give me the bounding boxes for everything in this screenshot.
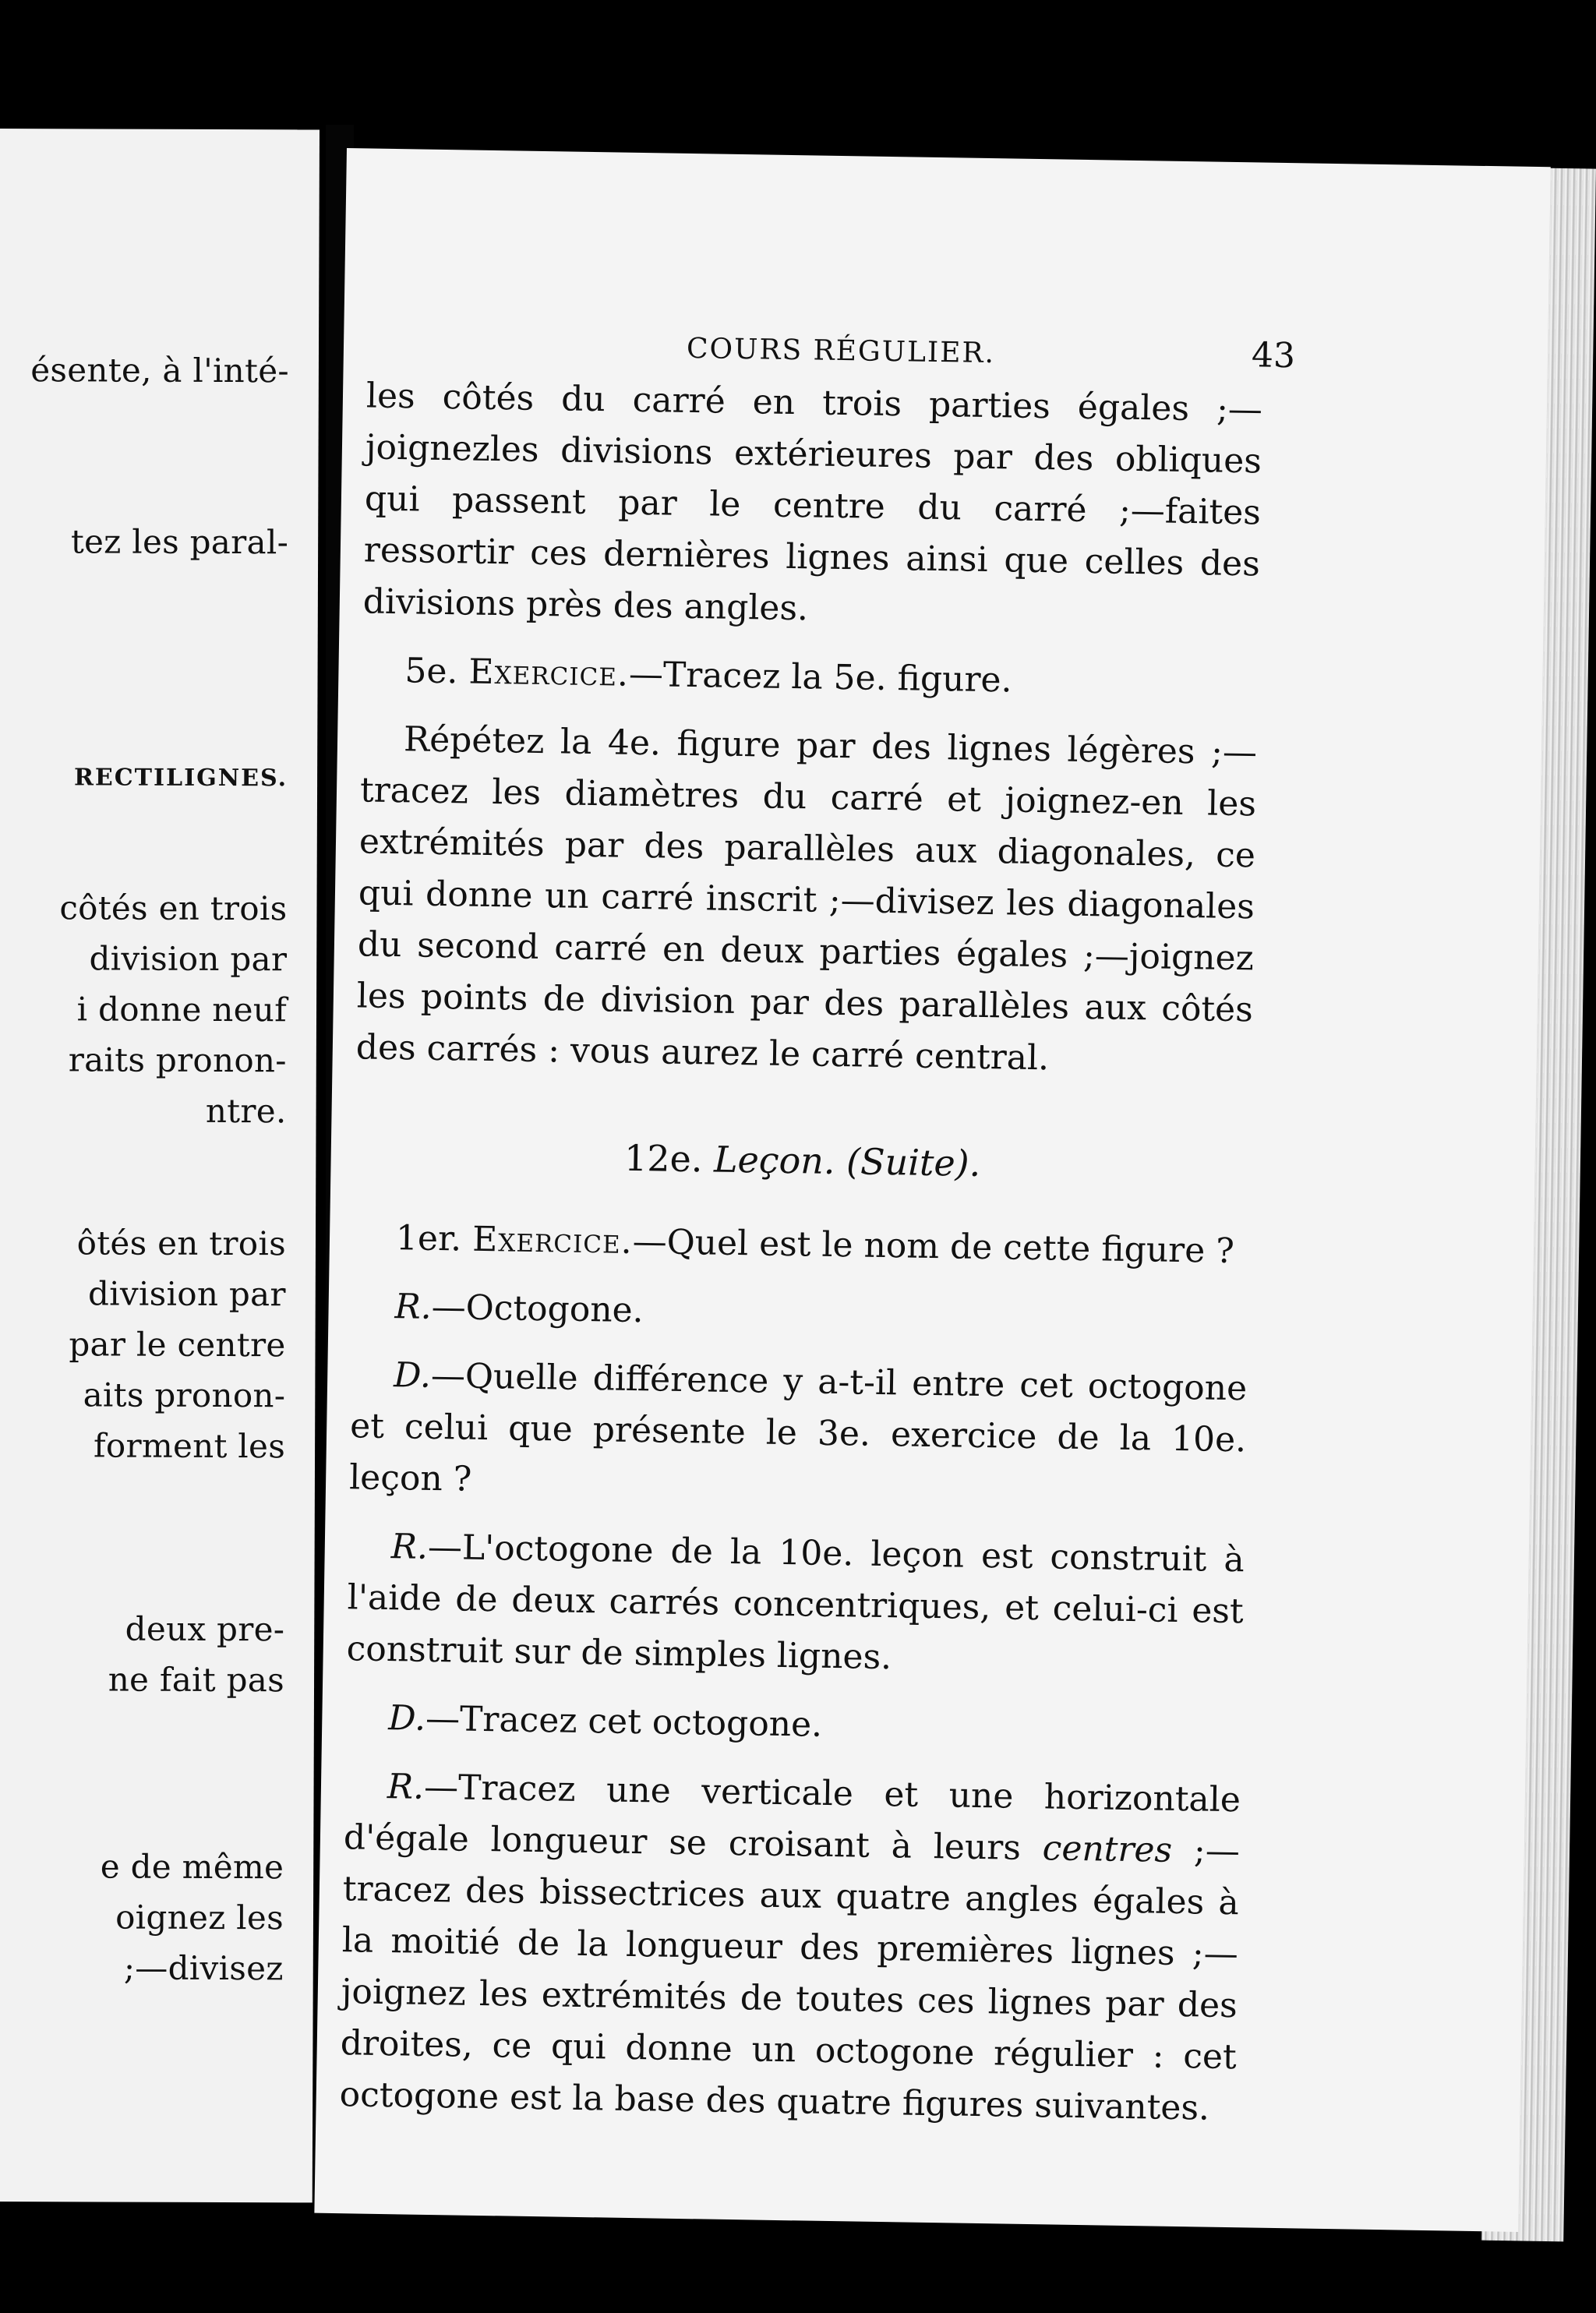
- answer-paragraph: [339, 1760, 1241, 2135]
- qa-label: R.: [390, 1527, 429, 1567]
- left-page-line: aits pronon-: [83, 1375, 286, 1415]
- left-page-line: raits pronon-: [68, 1040, 287, 1080]
- paragraph: Répétez la 4e. figure par des lignes légères ;—tracez les diamètres du carré et joignez-en les extrémités par des parallèles aux diagonales, ce qui donne un carré inscrit ;—divisez les diagonales du second carré en deux parties égales ;—joignez les points de division par des parallèles aux côtés des carrés : vous aurez le carré central.: [355, 719, 1258, 1079]
- exercise-label: Exercice.: [468, 652, 630, 694]
- left-page-line: oignez les: [115, 1898, 284, 1937]
- qa-text: —Octogone.: [431, 1287, 644, 1331]
- exercise-text: —Quel est le nom de cette figure ?: [632, 1221, 1235, 1272]
- lesson-title: [354, 1128, 1251, 1193]
- left-page-line: ntre.: [205, 1091, 287, 1131]
- page-body: [339, 370, 1262, 2152]
- answer-paragraph: [351, 1280, 1248, 1346]
- left-page-line: division par: [87, 1274, 286, 1314]
- left-page-line: deux pre-: [125, 1609, 285, 1649]
- left-page-line: ésente, à l'inté-: [30, 351, 290, 390]
- qa-text: —Tracez une verticale et une horizontale d'égale longueur se croisant à leurs: [343, 1767, 1241, 1869]
- exercise-label: Exercice.: [471, 1219, 634, 1262]
- left-page-line: côtés en trois: [59, 888, 288, 928]
- exercise-5-heading: [362, 644, 1259, 710]
- exercise-number: 5e.: [404, 651, 458, 692]
- right-page: [314, 148, 1550, 2232]
- exercise-number: 1er.: [395, 1218, 462, 1259]
- qa-label: D.: [393, 1355, 432, 1396]
- left-page-line: division par: [89, 939, 288, 979]
- exercise-text: —Tracez la 5e. figure.: [628, 654, 1012, 701]
- left-page-line: ôtés en trois: [76, 1224, 287, 1263]
- running-head: COURS RÉGULIER.: [686, 332, 996, 370]
- lesson-word: Leçon.: [713, 1138, 835, 1182]
- qa-text: —Tracez cet octogone.: [425, 1698, 823, 1745]
- qa-label: R.: [387, 1767, 425, 1807]
- left-page: [0, 129, 320, 2202]
- exercise-1-heading: [353, 1212, 1250, 1277]
- left-page-line: par le centre: [69, 1325, 286, 1365]
- question-paragraph: [345, 1692, 1242, 1757]
- left-page-line: forment les: [94, 1426, 286, 1466]
- question-paragraph: [349, 1349, 1248, 1517]
- left-page-heading: RECTILIGNES.: [73, 764, 288, 793]
- paragraph: les côtés du carré en trois parties égales ;—joignezles divisions extérieures par des obliques qui passent par le centre du carré ;—faites ressortir ces dernières lignes ainsi que celles des divisions près des angles.: [362, 376, 1263, 629]
- lesson-suite: (Suite).: [846, 1140, 981, 1185]
- left-page-line: ;—divisez: [123, 1948, 284, 1988]
- left-page-line: tez les paral-: [70, 522, 289, 562]
- qa-text: ;—tracez des bissectrices aux quatre angles égales à la moitié de la longueur des premières lignes ;—joignez les extrémités de toutes ces lignes par des droites, ce qui donne un octogone régulier : cet octogone est la base des quatre figures suivantes.: [339, 1830, 1241, 2128]
- left-page-line: ne fait pas: [108, 1660, 285, 1700]
- left-page-line: i donne neuf: [76, 990, 288, 1029]
- qa-label: R.: [394, 1287, 433, 1327]
- page-number: 43: [1251, 335, 1296, 376]
- qa-italic-word: centres: [1042, 1828, 1173, 1870]
- qa-text: —L'octogone de la 10e. leçon est construit à l'aide de deux carrés concentriques, et celui-ci est construit sur de simples lignes.: [346, 1527, 1245, 1678]
- answer-paragraph: [346, 1520, 1245, 1689]
- qa-text: —Quelle différence y a-t-il entre cet octogone et celui que présente le 3e. exercice de la 10e. leçon ?: [348, 1355, 1248, 1499]
- lesson-number: 12e.: [623, 1136, 703, 1181]
- qa-label: D.: [387, 1698, 426, 1739]
- left-page-line: e de même: [100, 1847, 284, 1887]
